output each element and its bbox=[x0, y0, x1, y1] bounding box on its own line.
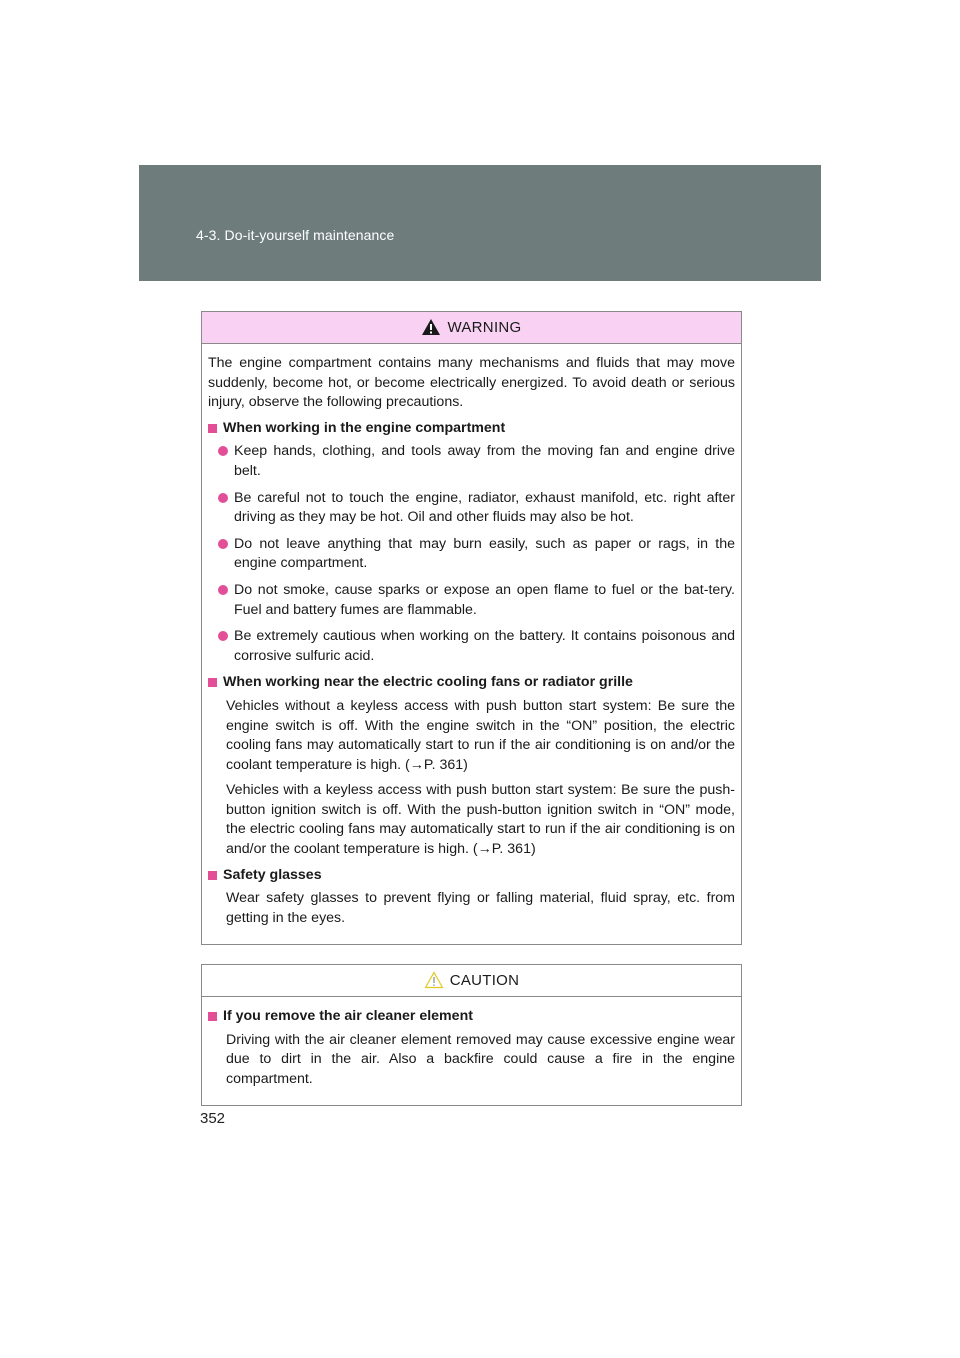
list-item: Be careful not to touch the engine, radiator, exhaust manifold, etc. right after driving as they may be hot. Oil and other fluids may also be hot. bbox=[218, 489, 735, 528]
circle-bullet-icon bbox=[218, 493, 228, 503]
square-bullet-icon bbox=[208, 678, 217, 687]
square-bullet-icon bbox=[208, 1012, 217, 1021]
section-title: 4-3. Do-it-yourself maintenance bbox=[196, 227, 395, 243]
caution-title: CAUTION bbox=[449, 972, 520, 989]
caution-section-air-cleaner: If you remove the air cleaner element bbox=[208, 1007, 735, 1027]
caution-triangle-icon bbox=[424, 971, 444, 989]
circle-bullet-icon bbox=[218, 539, 228, 549]
warning-section-engine: When working in the engine compartment bbox=[208, 419, 735, 439]
fans-paragraph-2: Vehicles with a keyless access with push button start system: Be sure the push-button ignition switch is off. With the push-button ignition switch in “ON” mode, the electric cooling fans may automatically start to run if the air conditioning is on and/or the coolant temperature is high. (→P. 361) bbox=[226, 782, 735, 858]
warning-box bbox=[201, 311, 742, 945]
warning-header bbox=[202, 312, 741, 344]
caution-header bbox=[202, 965, 741, 997]
circle-bullet-icon bbox=[218, 631, 228, 641]
list-item: Be extremely cautious when working on the battery. It contains poisonous and corrosive sulfuric acid. bbox=[218, 627, 735, 666]
warning-section-fans: When working near the electric cooling fans or radiator grille bbox=[208, 673, 735, 693]
warning-triangle-icon bbox=[421, 318, 441, 336]
list-item: Keep hands, clothing, and tools away from the moving fan and engine drive belt. bbox=[218, 442, 735, 481]
list-item: Do not smoke, cause sparks or expose an open flame to fuel or the bat-tery. Fuel and battery fumes are flammable. bbox=[218, 581, 735, 620]
circle-bullet-icon bbox=[218, 446, 228, 456]
warning-title: WARNING bbox=[447, 319, 522, 336]
caution-paragraph: Driving with the air cleaner element removed may cause excessive engine wear due to dirt in the air. Also a backfire could cause a fire in the engine compartment. bbox=[226, 1031, 735, 1087]
header-band bbox=[139, 165, 821, 281]
page-number: 352 bbox=[200, 1110, 226, 1127]
warning-intro: The engine compartment contains many mechanisms and fluids that may move suddenly, become hot, or become electrically energized. To avoid death or serious injury, observe the following precautions. bbox=[208, 355, 735, 411]
glasses-paragraph: Wear safety glasses to prevent flying or falling material, fluid spray, etc. from getting in the eyes. bbox=[226, 890, 735, 926]
square-bullet-icon bbox=[208, 871, 217, 880]
square-bullet-icon bbox=[208, 424, 217, 433]
list-item: Do not leave anything that may burn easily, such as paper or rags, in the engine compartment. bbox=[218, 535, 735, 574]
fans-paragraph-1: Vehicles without a keyless access with push button start system: Be sure the engine switch is off. With the engine switch in the “ON” position, the electric cooling fans may automatically start to run if the air conditioning is on and/or the coolant temperature is high. (→P. 361) bbox=[226, 697, 735, 773]
caution-box bbox=[201, 964, 742, 1106]
warning-section-glasses: Safety glasses bbox=[208, 866, 735, 886]
circle-bullet-icon bbox=[218, 585, 228, 595]
